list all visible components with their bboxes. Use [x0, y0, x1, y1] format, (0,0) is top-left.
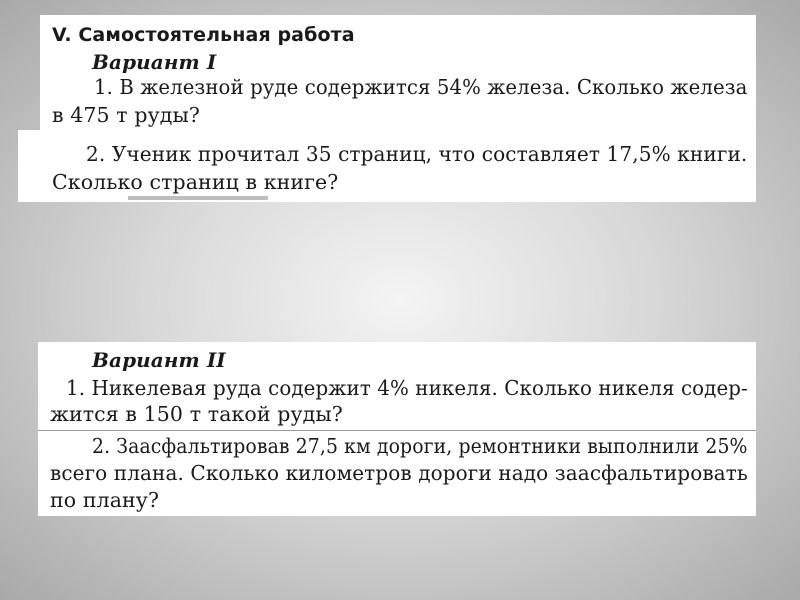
- variant1-task1-line1: 1. В железной руде содержится 54% железа. Сколько железа: [94, 75, 748, 99]
- variant2-clip: [38, 342, 756, 516]
- cut-off-text-remnant: [128, 196, 268, 200]
- variant2-task2-line3: по плану?: [50, 488, 160, 512]
- variant1-top-clip: [40, 15, 756, 133]
- variant1-task2-line1: 2. Ученик прочитал 35 страниц, что составляет 17,5% книги.: [86, 142, 748, 166]
- variant1-task2-line2: Сколько страниц в книге?: [52, 170, 339, 194]
- variant2-title: Вариант II: [92, 348, 226, 372]
- variant2-task1-line1: 1. Никелевая руда содержит 4% никеля. Сколько никеля содер-: [66, 376, 748, 400]
- variant1-task2-clip: [18, 130, 756, 202]
- variant1-task1-line2: в 475 т руды?: [52, 103, 200, 127]
- section-title: V. Самостоятельная работа: [52, 24, 355, 46]
- variant1-title: Вариант I: [92, 50, 217, 74]
- clip-divider: [38, 430, 756, 431]
- variant2-task2-line1: 2. Заасфальтировав 27,5 км дороги, ремонтники выполнили 25%: [92, 434, 748, 458]
- variant2-task1-line2: жится в 150 т такой руды?: [50, 402, 343, 426]
- variant2-task2-line2: всего плана. Сколько километров дороги надо заасфальтировать: [50, 461, 748, 485]
